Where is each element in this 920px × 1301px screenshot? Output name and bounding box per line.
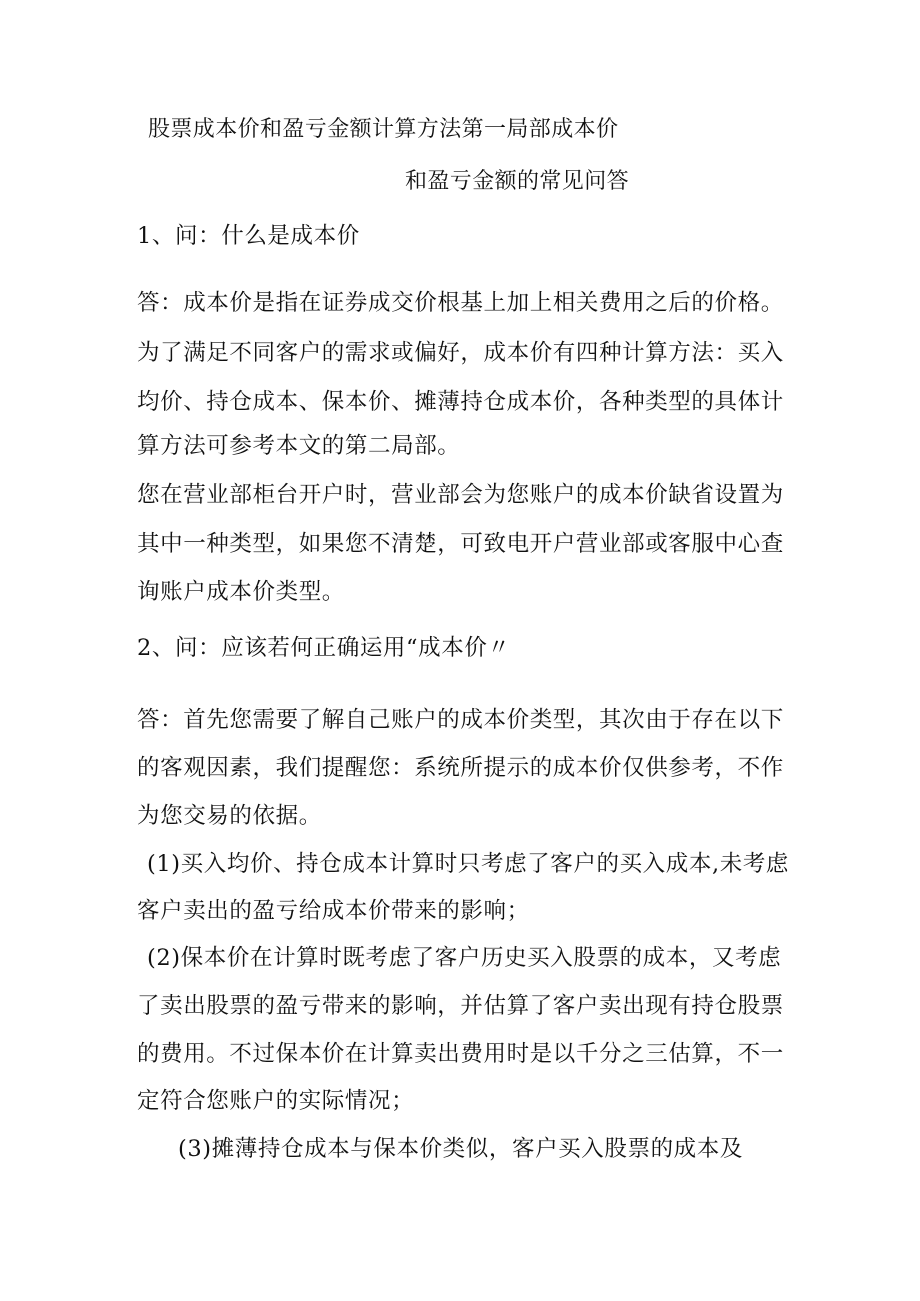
answer-1-line-1: 答：成本价是指在证券成交价根基上加上相关费用之后的价格。 (137, 290, 784, 316)
answer-1-line-2: 为了满足不同客户的需求或偏好，成本价有四种计算方法：买入 (137, 340, 784, 366)
answer-2-line-3: 为您交易的依据。 (137, 803, 322, 829)
answer-1-line-3: 均价、持仓成本、保本价、摊薄持仓成本价，各种类型的具体计 (137, 389, 784, 415)
answer-1-line-4: 算方法可参考本文的第二局部。 (137, 433, 461, 459)
question-2: 2、问：应该若何正确运用“成本价〃 (137, 635, 511, 661)
item-2-line-2: 了卖出股票的盈亏带来的影响，并估算了客户卖出现有持仓股票 (137, 993, 784, 1019)
item-2-line-4: 定符合您账户的实际情况； (137, 1088, 415, 1114)
question-1: 1、问：什么是成本价 (137, 223, 360, 249)
answer-2-line-1: 答：首先您需要了解自己账户的成本价类型，其次由于存在以下 (137, 707, 784, 733)
answer-1-line-5: 您在营业部柜台开户时，营业部会为您账户的成本价缺省设置为 (137, 482, 784, 508)
document-title-line-2: 和盈亏金额的常见问答 (405, 169, 630, 194)
item-1-line-2: 客户卖出的盈亏给成本价带来的影响； (137, 898, 530, 924)
item-2-line-1: (2)保本价在计算时既考虑了客户历史买入股票的成本，又考虑 (147, 945, 782, 971)
document-title-line-1: 股票成本价和盈亏金额计算方法第一局部成本价 (148, 117, 619, 142)
answer-1-line-7: 询账户成本价类型。 (137, 579, 345, 605)
item-1-line-1: (1)买入均价、持仓成本计算时只考虑了客户的买入成本,未考虑 (147, 851, 790, 877)
answer-2-line-2: 的客观因素，我们提醒您：系统所提示的成本价仅供参考，不作 (137, 755, 784, 781)
item-3-line-1: (3)摊薄持仓成本与保本价类似，客户买入股票的成本及 (178, 1136, 743, 1162)
item-2-line-3: 的费用。不过保本价在计算卖出费用时是以千分之三估算，不一 (137, 1041, 784, 1067)
answer-1-line-6: 其中一种类型，如果您不清楚，可致电开户营业部或客服中心查 (137, 531, 784, 557)
